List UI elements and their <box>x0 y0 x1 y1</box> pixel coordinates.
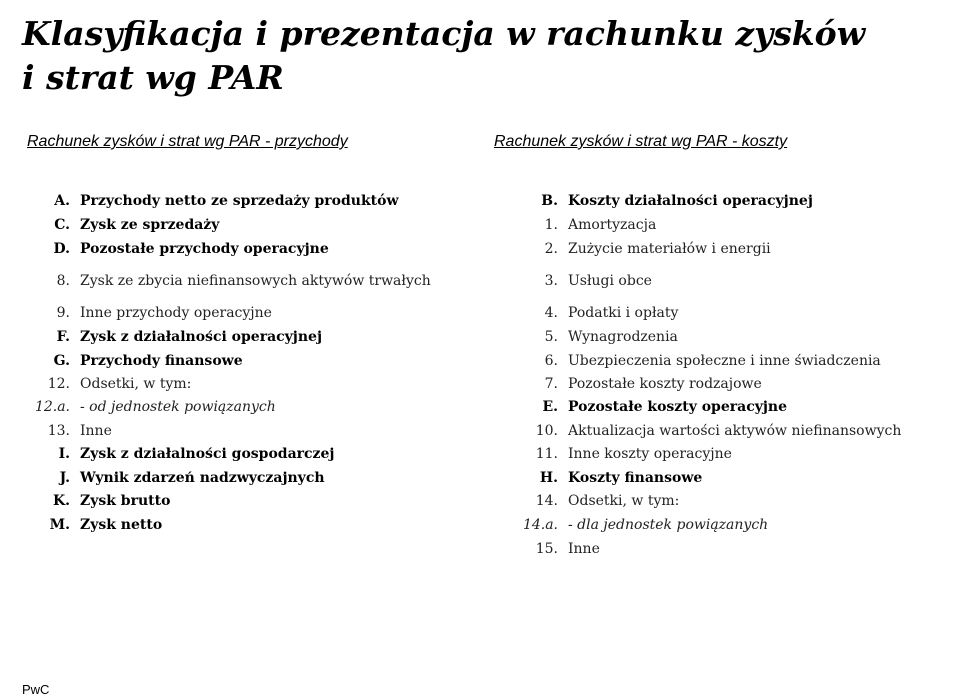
right-item-number: 3. <box>544 273 558 289</box>
right-item-number: 14.a. <box>522 517 558 533</box>
left-item-number: M. <box>49 517 70 533</box>
left-list-item <box>49 514 163 536</box>
left-item-label: Zysk brutto <box>80 493 171 509</box>
left-item-label: Zysk z działalności operacyjnej <box>80 329 323 345</box>
right-list-item <box>522 514 769 536</box>
right-item-label: Koszty działalności operacyjnej <box>568 193 813 209</box>
right-item-label: Pozostałe koszty rodzajowe <box>568 376 762 392</box>
right-item-number: 10. <box>535 423 558 439</box>
right-item-number: H. <box>539 470 558 486</box>
left-list-item <box>47 420 112 442</box>
right-list-item <box>544 350 881 372</box>
page-title-line-2: i strat wg PAR <box>22 58 284 97</box>
left-item-label: Przychody finansowe <box>80 353 243 369</box>
left-list-item <box>47 373 192 395</box>
right-item-number: B. <box>541 193 558 209</box>
right-item-label: Zużycie materiałów i energii <box>568 241 771 257</box>
right-item-number: 7. <box>544 376 558 392</box>
left-item-label: Inne <box>80 423 112 439</box>
cost-column-heading: Rachunek zysków i strat wg PAR - koszty <box>494 133 788 150</box>
right-item-number: 5. <box>544 329 558 345</box>
right-item-label: Amortyzacja <box>568 217 657 233</box>
left-item-number: C. <box>54 217 70 233</box>
right-list-item <box>535 490 680 512</box>
right-item-number: 6. <box>544 353 558 369</box>
right-item-label: Usługi obce <box>568 273 652 289</box>
left-list-item <box>53 238 329 260</box>
right-item-label: - dla jednostek powiązanych <box>568 517 769 533</box>
left-item-number: 9. <box>56 305 70 321</box>
left-list-item <box>52 490 171 512</box>
right-item-number: 1. <box>544 217 558 233</box>
right-list-item <box>544 270 652 292</box>
left-item-label: Inne przychody operacyjne <box>80 305 272 321</box>
left-item-label: Odsetki, w tym: <box>80 376 192 392</box>
right-list-item <box>541 190 813 212</box>
right-item-number: 2. <box>544 241 558 257</box>
right-item-number: E. <box>542 399 558 415</box>
left-item-number: G. <box>53 353 70 369</box>
right-list-item <box>544 238 771 260</box>
right-item-number: 11. <box>535 446 558 462</box>
left-list-item <box>56 270 431 292</box>
revenue-column-heading: Rachunek zysków i strat wg PAR - przychody <box>27 133 348 150</box>
right-list-item <box>539 467 703 489</box>
right-list-item <box>544 373 762 395</box>
left-item-label: Zysk z działalności gospodarczej <box>80 446 335 462</box>
right-item-label: Odsetki, w tym: <box>568 493 680 509</box>
right-item-label: Inne <box>568 541 600 557</box>
left-item-label: - od jednostek powiązanych <box>80 399 276 415</box>
left-item-label: Zysk ze zbycia niefinansowych aktywów trwałych <box>80 273 431 289</box>
footer-brand: PwC <box>22 682 50 697</box>
left-list-item <box>56 302 272 324</box>
left-item-number: 12.a. <box>34 399 70 415</box>
right-list-item <box>535 420 902 442</box>
left-item-label: Zysk ze sprzedaży <box>80 217 220 233</box>
left-list-item <box>53 350 243 372</box>
right-list-item <box>535 538 600 560</box>
right-list-item <box>535 443 732 465</box>
left-list-item <box>59 467 325 489</box>
left-item-number: K. <box>52 493 70 509</box>
right-list-item <box>544 302 679 324</box>
right-item-number: 14. <box>535 493 558 509</box>
left-item-number: 13. <box>47 423 70 439</box>
left-list-item <box>58 443 335 465</box>
left-item-number: A. <box>54 193 70 209</box>
left-item-label: Wynik zdarzeń nadzwyczajnych <box>80 470 325 486</box>
right-item-label: Wynagrodzenia <box>568 329 678 345</box>
right-item-number: 4. <box>544 305 558 321</box>
left-list-item <box>56 326 323 348</box>
left-item-number: F. <box>56 329 70 345</box>
left-item-label: Zysk netto <box>80 517 163 533</box>
left-item-label: Przychody netto ze sprzedaży produktów <box>80 193 399 209</box>
right-item-label: Podatki i opłaty <box>568 305 679 321</box>
right-item-label: Pozostałe koszty operacyjne <box>568 399 788 415</box>
left-item-number: J. <box>59 470 70 486</box>
left-item-number: D. <box>53 241 70 257</box>
left-list-item <box>34 396 276 418</box>
left-list-item <box>54 214 220 236</box>
right-list-item <box>544 326 678 348</box>
right-list-item <box>542 396 788 418</box>
right-item-number: 15. <box>535 541 558 557</box>
left-item-number: 12. <box>47 376 70 392</box>
left-item-label: Pozostałe przychody operacyjne <box>80 241 329 257</box>
page-title <box>22 12 942 100</box>
right-item-label: Koszty finansowe <box>568 470 703 486</box>
right-item-label: Aktualizacja wartości aktywów niefinansowych <box>568 423 902 439</box>
right-item-label: Inne koszty operacyjne <box>568 446 732 462</box>
left-item-number: 8. <box>56 273 70 289</box>
left-item-number: I. <box>58 446 70 462</box>
right-list-item <box>544 214 657 236</box>
page-title-line-1: Klasyfikacja i prezentacja w rachunku zysków <box>22 14 866 53</box>
left-list-item <box>54 190 399 212</box>
right-item-label: Ubezpieczenia społeczne i inne świadczenia <box>568 353 881 369</box>
